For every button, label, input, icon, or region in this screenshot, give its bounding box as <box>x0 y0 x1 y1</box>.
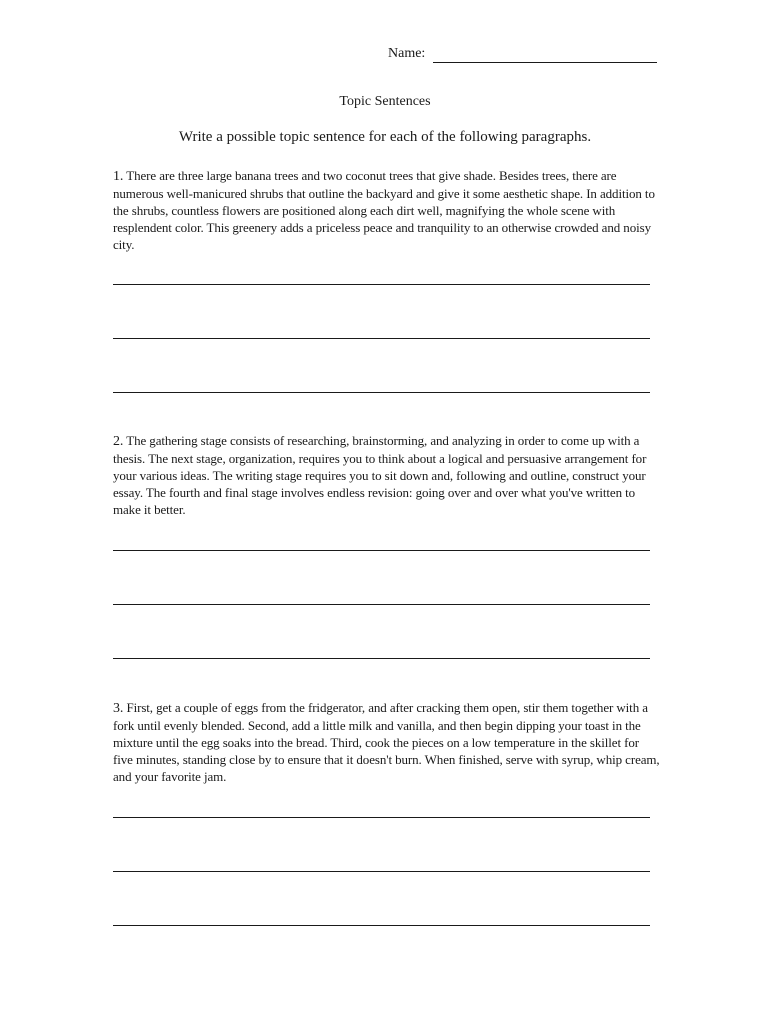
paragraph-text: There are three large banana trees and two coconut trees that give shade. Besides trees, there are numerous well-manicured shrubs that outline the backyard and give it some aesthetic shape. In addition to the shrubs, countless flowers are positioned along each dirt well, magnifying the whole scene with resplendent color. This greenery adds a priceless peace and tranquility to an otherwise crowded and noisy city. <box>113 168 655 252</box>
answer-line-2b[interactable] <box>113 604 650 605</box>
paragraph-2 <box>113 432 661 518</box>
answer-line-3c[interactable] <box>113 925 650 926</box>
paragraph-1 <box>113 167 661 253</box>
name-field-row <box>388 46 658 66</box>
page-title: Topic Sentences <box>339 94 431 109</box>
name-blank-line[interactable] <box>433 62 657 63</box>
paragraph-text: First, get a couple of eggs from the fridgerator, and after cracking them open, stir them together with a fork until evenly blended. Second, add a little milk and vanilla, and then begin dipping your toast in the mixture until the egg soaks into the bread. Third, cook the pieces on a low temperature in the skillet for five minutes, standing close by to ensure that it doesn't burn. When finished, serve with syrup, whip cream, and your favorite jam. <box>113 700 660 784</box>
answer-line-3a[interactable] <box>113 817 650 818</box>
instructions: Write a possible topic sentence for each of the following paragraphs. <box>178 129 592 145</box>
answer-line-3b[interactable] <box>113 871 650 872</box>
answer-line-2c[interactable] <box>113 658 650 659</box>
name-label: Name: <box>388 46 426 61</box>
paragraph-number: 2. <box>113 434 124 449</box>
paragraph-number: 3. <box>113 701 124 716</box>
answer-line-1a[interactable] <box>113 284 650 285</box>
paragraph-number: 1. <box>113 169 124 184</box>
paragraph-3 <box>113 699 661 785</box>
paragraph-text: The gathering stage consists of researching, brainstorming, and analyzing in order to come up with a thesis. The next stage, organization, requires you to think about a logical and persuasive arrangement for your various ideas. The writing stage requires you to sit down and, following and outline, construct your essay. The fourth and final stage involves endless revision: going over and over what you've written to make it better. <box>113 433 647 517</box>
answer-line-1b[interactable] <box>113 338 650 339</box>
answer-line-2a[interactable] <box>113 550 650 551</box>
answer-line-1c[interactable] <box>113 392 650 393</box>
